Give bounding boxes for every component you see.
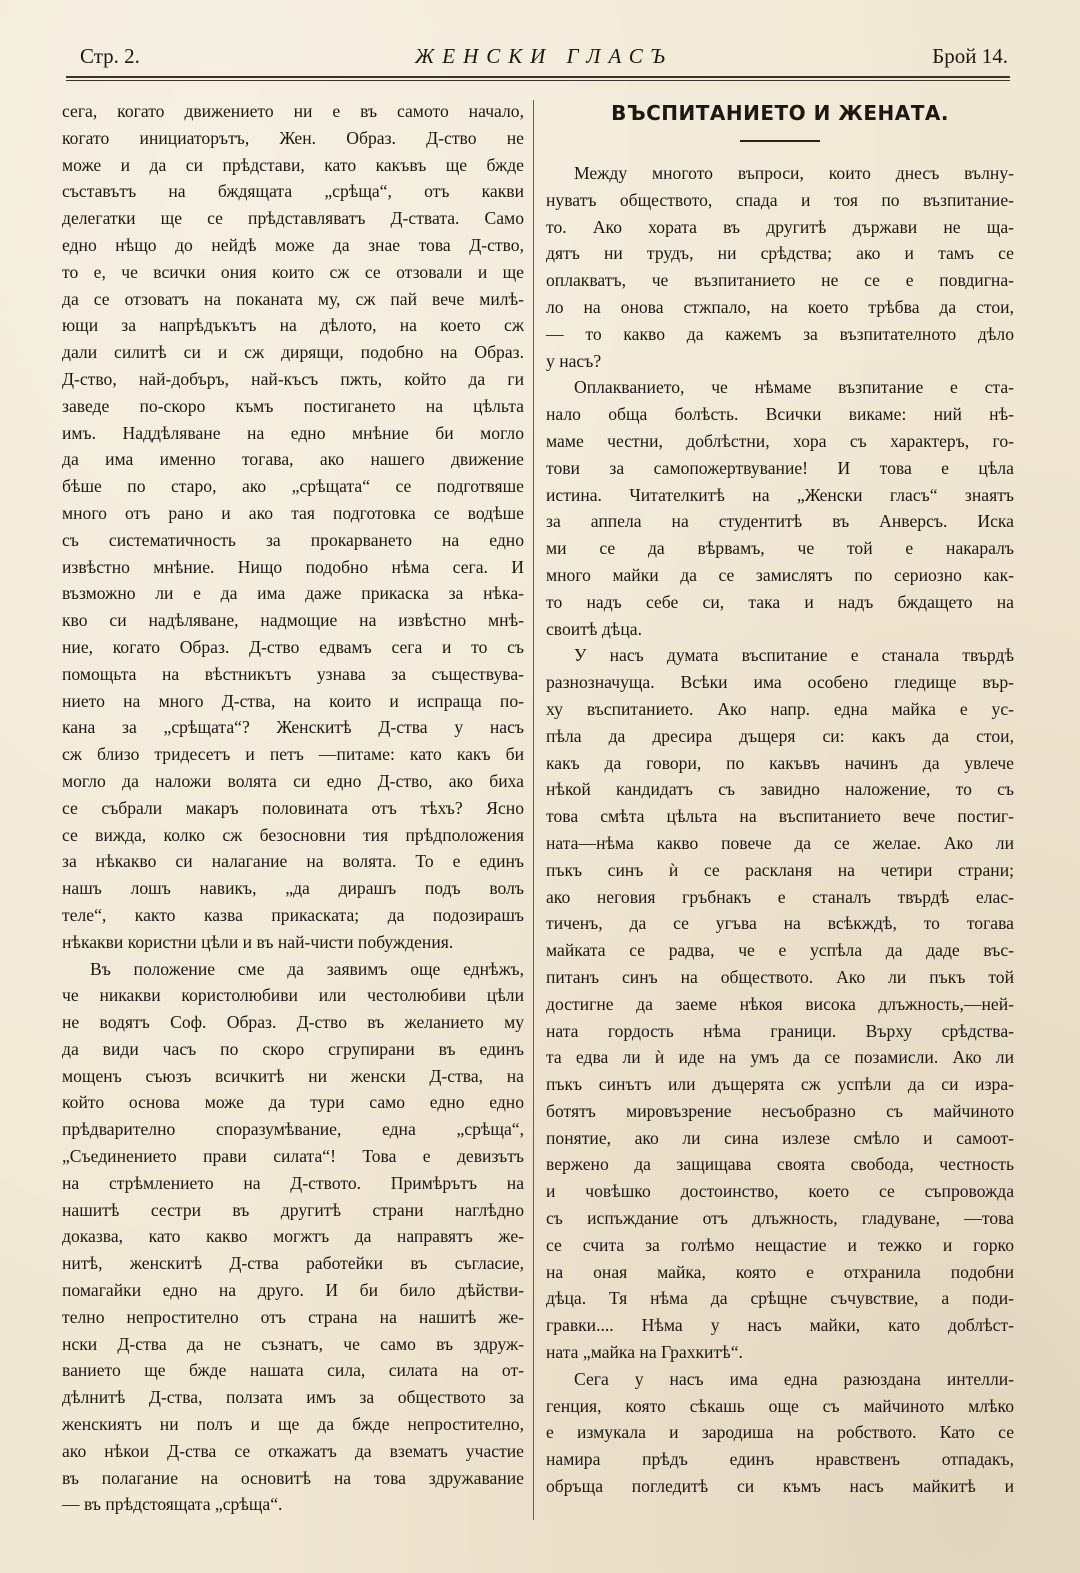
text-line: много майки да се замислятъ по сериозно как- xyxy=(546,564,1014,585)
text-line: пѣла да дресира дъщеря си: какъ да стои, xyxy=(546,725,1014,746)
text-line: въ полагание на основитѣ на това здружавание xyxy=(62,1467,524,1488)
text-line: да види часъ по скоро сгрупирани въ единъ xyxy=(62,1038,524,1059)
text-line: могло да наложи волята си едно Д-ство, ако биха xyxy=(62,770,524,791)
text-line: помощьта на вѣстникътъ узнава за съществува- xyxy=(62,663,524,684)
text-line: едно нѣщо до нейдѣ може да знае това Д-ство, xyxy=(62,234,524,255)
text-line: който основа може да тури само едно едно xyxy=(62,1092,524,1113)
text-line: нашитѣ сестри въ другитѣ страни наглѣдно xyxy=(62,1199,524,1220)
text-line: ната гордость нѣма граници. Върху срѣдства- xyxy=(546,1020,1014,1041)
text-line: маме честни, доблѣстни, хора съ характеръ, го- xyxy=(546,430,1014,451)
header-rule xyxy=(66,76,1010,78)
text-line: нашъ лошъ навикъ, „да дирашъ подъ волъ xyxy=(62,878,524,899)
text-line: нитѣ, женскитѣ Д-ства работейки въ съгласие, xyxy=(62,1253,524,1274)
text-line: — то какво да кажемъ за възпитателното дѣло xyxy=(546,323,1014,344)
right-column xyxy=(546,98,1014,1500)
text-line: ната „майка на Грахкитѣ“. xyxy=(546,1342,743,1363)
title-rule xyxy=(740,140,820,142)
text-line: ми се да вѣрвамъ, че той е накаралъ xyxy=(546,538,1014,559)
text-line: делегатки ще се прѣдставляватъ Д-ствата. Само xyxy=(62,208,524,229)
text-line: женскиятъ ни полъ и ще да бжде непростително, xyxy=(62,1414,524,1435)
text-line: понятие, ако ли сина излезе смѣло и самоот- xyxy=(546,1127,1014,1148)
text-line: ние, когато Образ. Д-ство едвамъ сега и то съ xyxy=(62,636,524,657)
text-line: на оная майка, която е отхранила подобни xyxy=(546,1261,1014,1282)
text-line: Оплакванието, че нѣмаме възпитание е ста- xyxy=(574,377,1014,398)
text-line: тиченъ, да се угъва на всѣкждѣ, то тогава xyxy=(546,913,1014,934)
text-line: Сега у насъ има една разюздана интелли- xyxy=(574,1368,1014,1389)
page-header xyxy=(80,40,1008,74)
text-line: Между многото въпроси, които днесъ вълну- xyxy=(574,163,1014,183)
text-line: на стрѣмлението на Д-ството. Примѣрътъ на xyxy=(62,1172,524,1193)
text-line: възможно ли е да има даже прикаска за нѣка- xyxy=(62,583,524,604)
text-line: за аппела на студентитѣ въ Анверсъ. Иска xyxy=(546,511,1014,532)
text-line: — въ прѣдстоящата „срѣща“. xyxy=(62,1494,283,1515)
text-line: заведе по-скоро къмъ постигането на цѣльта xyxy=(62,395,524,416)
text-line: своитѣ дѣца. xyxy=(546,618,642,639)
text-line: пъкъ синътъ или дъщерята сж успѣли да си изра- xyxy=(546,1074,1014,1095)
text-line: истина. Читателкитѣ на „Женски гласъ“ знаятъ xyxy=(546,484,1014,505)
text-line: прѣдварително споразумѣвание, една „срѣща“, xyxy=(62,1119,524,1140)
text-line: дятъ ни трудъ, ни срѣдства; ако и тамъ се xyxy=(546,243,1014,264)
text-line: разнозначуща. Всѣки има особено гледище вър- xyxy=(546,672,1014,693)
text-line: оплакватъ, че възпитанието не се е повдигна- xyxy=(546,270,1014,291)
text-line: не водятъ Соф. Образ. Д-ство въ желанието му xyxy=(62,1012,524,1033)
text-line: майката се радва, че е успѣла да даде въс- xyxy=(546,940,1014,961)
text-line: нието на много Д-ства, на които и испраща по- xyxy=(62,690,524,711)
text-line: съ испъждание отъ длъжность, гладуване, —това xyxy=(546,1208,1014,1229)
text-line: достигне да заеме нѣкоя висока длъжность,—ней- xyxy=(546,993,1014,1014)
text-line: помагайки едно на друго. И би било дѣйстви- xyxy=(62,1280,524,1301)
text-line: ботятъ мировъзрение несъобразно съ майчиното xyxy=(546,1100,1014,1121)
text-line: съ систематичность за прокарването на едно xyxy=(62,529,524,550)
text-line: да има именно тогава, ако нашего движение xyxy=(62,449,524,470)
text-line: когато инициаторътъ, Жен. Образ. Д-ство не xyxy=(62,127,524,148)
text-line: че никакви користолюбиви или честолюбиви цѣли xyxy=(62,985,524,1006)
text-line: нски Д-ства да не съзнатъ, че само въ здруж- xyxy=(62,1333,524,1354)
text-line: и човѣшко достоинство, което се съпровожда xyxy=(546,1181,1014,1202)
text-line: кана за „срѣщата“? Женскитѣ Д-ства у насъ xyxy=(62,717,524,738)
text-line: се вижда, колко сж безосновни тия прѣдположения xyxy=(62,824,524,845)
text-line: тови за самопожертвувание! И това е цѣла xyxy=(546,457,1014,478)
text-line: Д-ство, най-добъръ, най-късъ пжть, който да ги xyxy=(62,368,524,389)
text-line: доказва, като какво могжтъ да направятъ же- xyxy=(62,1226,524,1247)
text-line: ло на онова стжпало, на което трѣбва да стои, xyxy=(546,296,1014,317)
text-line: бѣше по старо, ако „срѣщата“ се подготвяше xyxy=(62,476,524,497)
text-line: ющи за напрѣдъкътъ на дѣлото, на което сж xyxy=(62,315,524,336)
text-line: обръща погледитѣ си къмъ насъ майкитѣ и xyxy=(546,1476,1014,1497)
text-line: та едва ли ѝ иде на умъ да се позамисли. Ако ли xyxy=(546,1047,1014,1068)
text-line: питанъ синъ на обществото. Ако ли пъкъ той xyxy=(546,966,1014,987)
text-line: за нѣкакво си налагание на волята. То е единъ xyxy=(62,851,524,872)
text-line: извѣстно мнѣние. Нищо подобно нѣма сега. И xyxy=(62,556,524,577)
text-line: нуватъ обществото, спада и тоя по възпитание- xyxy=(546,189,1014,210)
text-line: ната—нѣма какво повече да се желае. Ако ли xyxy=(546,832,1014,853)
text-line: дали силитѣ си и сж дирящи, подобно на Образ. xyxy=(62,342,524,363)
header-rule-thin xyxy=(66,80,1010,81)
issue-number: Брой 14. xyxy=(932,44,1008,68)
text-line: теле“, както казва прикаската; да подозирашъ xyxy=(62,904,524,925)
article-title: ВЪСПИТАНИЕТО И ЖЕНАТА. xyxy=(611,101,949,125)
text-line: нѣкой кандидатъ съ завидно наложение, то съ xyxy=(546,779,1014,800)
text-line: ако нѣкои Д-ства се откажатъ да взематъ участие xyxy=(62,1440,524,1461)
text-line: да се отзоватъ на поканата му, сж пай вече милѣ- xyxy=(62,288,524,309)
text-line: ванието ще бжде нашата сила, силата на от- xyxy=(62,1360,524,1381)
text-line: какъ да говори, по какъвъ начинъ да увлече xyxy=(546,752,1014,773)
text-line: то е, че всички ония които сж се отзовали и ще xyxy=(62,261,524,282)
text-line: може и да си прѣдстави, като какъвъ ще бжде xyxy=(62,154,524,175)
text-line: имъ. Наддѣляване на едно мнѣние би могло xyxy=(62,422,524,443)
text-line: генция, която сѣкашь още съ майчиното млѣко xyxy=(546,1395,1014,1416)
text-line: телно непростително отъ страна на нашитѣ же- xyxy=(62,1306,524,1327)
text-line: то. Ако хората въ другитѣ държави не ща- xyxy=(546,216,1014,237)
text-line: много отъ рано и ако тая подготовка се водѣше xyxy=(62,502,524,523)
text-line: се събрали макаръ половината отъ тѣхъ? Ясно xyxy=(62,797,524,818)
text-line: „Съединението прави силата“! Това е девизътъ xyxy=(62,1146,524,1167)
text-line: вержено да защищава своята свобода, честность xyxy=(546,1154,1014,1175)
text-line: сж близо тридесетъ и петъ —питаме: като какъ би xyxy=(62,744,524,765)
text-line: сега, когато движението ни е въ самото начало, xyxy=(62,101,524,121)
text-line: ако неговия гръбнакъ е станалъ твърдѣ елас- xyxy=(546,886,1014,907)
text-line: нѣкакви користни цѣли и въ най-чисти побуждения. xyxy=(62,931,454,952)
text-line: е измукала и зародиша на робството. Като се xyxy=(546,1422,1014,1443)
text-line: нало обща болѣсть. Всички викаме: ний нѣ- xyxy=(546,404,1014,425)
text-line: то надъ себе си, така и надъ бждащето на xyxy=(546,591,1014,612)
text-line: съставътъ на бждящата „срѣща“, отъ какви xyxy=(62,181,524,202)
left-column xyxy=(62,98,524,1518)
column-divider xyxy=(533,100,534,1520)
text-line: пъкъ синъ ѝ се раскланя на четири страни; xyxy=(546,859,1014,880)
text-line: кво си надѣляване, надмощие на извѣстно мнѣ- xyxy=(62,610,524,631)
article-body xyxy=(546,160,1014,1500)
text-line: мощенъ съюзъ всичкитѣ ни женски Д-ства, на xyxy=(62,1065,524,1086)
text-line: ху въспитанието. Ако напр. една майка е ус- xyxy=(546,698,1014,719)
text-line: гравки.... Нѣма у насъ майки, като доблѣст- xyxy=(546,1315,1014,1336)
text-line: у насъ? xyxy=(546,350,602,371)
journal-title: ЖЕНСКИ ГЛАСЪ xyxy=(415,44,673,68)
text-line: намира прѣдъ единъ нравственъ отпадакъ, xyxy=(546,1449,1014,1470)
text-line: дѣца. Тя нѣма да срѣщне съчувствие, а поди- xyxy=(546,1288,1014,1309)
text-line: У насъ думата въспитание е станала твърдѣ xyxy=(574,645,1014,666)
text-line: дѣлнитѣ Д-ства, ползата имъ за обществото за xyxy=(62,1387,524,1408)
text-line: се счита за голѣмо нещастие и тежко и горко xyxy=(546,1234,1014,1255)
text-line: Въ положение сме да заявимъ още еднѣжъ, xyxy=(90,958,524,979)
text-line: това смѣта цѣльта на въспитанието вече постиг- xyxy=(546,806,1014,827)
page-number: Стр. 2. xyxy=(80,44,140,68)
